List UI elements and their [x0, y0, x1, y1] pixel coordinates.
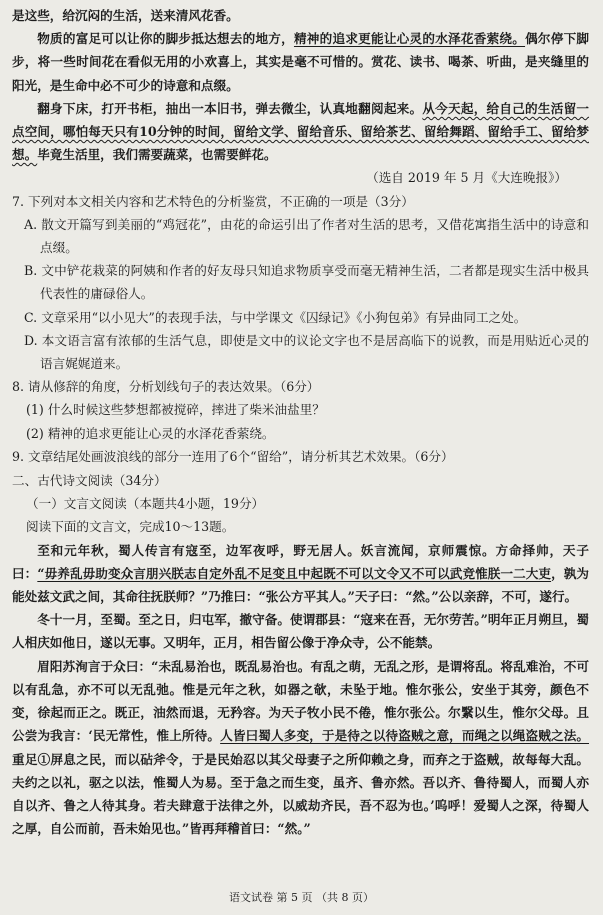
classical-text: 至和元年秋，蜀人传言有寇至，边军夜呼，野无居人。妖言流闻，京师震惊。方命择帅，天子曰： [12, 542, 589, 581]
question-7-option-c: C. 文章采用“以小见大”的表现手法，与中学课文《囚绿记》《小狗包弟》有异曲同工之处。 [24, 309, 527, 325]
passage-text: 偶尔停下脚步，将一些时间花在看似无用的小欢喜上，其实是毫不可惜的。赏花、读书、喝茶、听曲，是夹缝里的阳光，是生命中必不可少的诗意和点缀。 [12, 31, 590, 93]
question-8-sub-1: (1) 什么时候这些梦想都被搅碎，摔进了柴米油盐里？ [26, 402, 325, 418]
section-2-title: 二、古代诗文阅读（34分） [12, 473, 167, 489]
section-2-instruction: 阅读下面的文言文，完成10～13题。 [26, 519, 235, 535]
classical-text: 重足①屏息之民，而以砧斧令，于是民始忍以其父母妻子之所仰赖之身，而弃之于盗贼，故每每大乱。夫约之以礼，驱之以法，惟蜀人为易。至于急之而生变，虽齐、鲁亦然。吾以齐、鲁待蜀人，而蜀人亦自以齐、鲁之人待其身。若夫肆意于法律之外，以威劫齐民，吾不忍为也。’呜呼！爱蜀人之深，待蜀人之厚，自公而前，吾未始见也。”皆再拜稽首曰：“然。” [12, 751, 589, 837]
passage-paragraph-1 [12, 27, 589, 97]
section-2-subtitle: （一）文言文阅读（本题共4小题，19分） [26, 496, 265, 512]
question-7-stem: 7. 下列对本文相关内容和艺术特色的分析鉴赏，不正确的一项是（3分） [12, 193, 414, 209]
classical-underlined-sentence: “毋养乱毋助变众言朋兴朕志自定外乱不足变且中起既不可以文令又不可以武竞惟朕一二大吏 [37, 565, 552, 581]
question-8-stem: 8. 请从修辞的角度，分析划线句子的表达效果。（6分） [12, 379, 320, 395]
question-7-option-a: A. 散文开篇写到美丽的“鸡冠花”，由花的命运引出了作者对生活的思考，又借花寓指生活中的诗意和点缀。 [24, 216, 589, 256]
passage-paragraph-2 [12, 97, 589, 167]
passage-line-0: 是这些，给沉闷的生活，送来清风花香。 [12, 8, 239, 23]
passage-text: 翻身下床，打开书柜，抽出一本旧书，弹去微尘，认真地翻阅起来。 [37, 100, 423, 116]
question-8-sub-2: (2) 精神的追求更能让心灵的水泽花香萦绕。 [26, 425, 275, 441]
page-footer: 语文试卷 第 5 页 （共 8 页） [229, 891, 374, 904]
classical-paragraph-3 [12, 655, 589, 841]
classical-text: ，孰为能处兹文武之间，其命往抚朕师？”乃推曰：“张公方平其人。”天子曰：“然。”公以亲辞，不可，遂行。 [12, 565, 590, 605]
passage-text: 毕竟生活里，我们需要蔬菜，也需要鲜花。 [37, 147, 277, 163]
passage-source: （选自 2019 年 5 月《大连晚报》） [366, 170, 567, 186]
question-7-option-b: B. 文中铲花栽菜的阿姨和作者的好友母只知追求物质享受而毫无精神生活，二者都是现实生活中极具代表性的庸碌俗人。 [24, 263, 589, 302]
question-9-stem: 9. 文章结尾处画波浪线的部分一连用了6个“留给”，请分析其艺术效果。（6分） [12, 448, 454, 464]
classical-text: 眉阳苏洵言于众曰：“未乱易治也，既乱易治也。有乱之萌，无乱之形，是谓将乱。将乱难治，不可以有乱急，亦不可以无乱弛。惟是元年之秋，如器之欹，未坠于地。惟尔张公，安坐于其旁，颜色不变，徐起而正之。既正，油然而退，无矜容。为天子牧小民不倦，惟尔张公。尔繄以生，惟尔父母。且公尝为我言：‘民无常性，惟上所待。 [12, 658, 589, 744]
passage-text: 物质的富足可以让你的脚步抵达想去的地方， [37, 31, 294, 47]
classical-underlined-sentence: 人皆曰蜀人多变，于是待之以待盗贼之意，而绳之以绳盗贼之法。 [220, 728, 590, 744]
classical-paragraph-2: 冬十一月，至蜀。至之日，归屯军，撤守备。使谓郡县：“寇来在吾，无尔劳苦。”明年正月朔旦，蜀人相庆如他日，遂以无事。又明年，正月，相告留公像于净众寺，公不能禁。 [12, 612, 589, 651]
wavy-underlined-sentence: 从今天起，给自己的生活留一点空间，哪怕每天只有10分钟的时间，留给文学、留给音乐、留给茶艺、留给舞蹈、留给手工、留给梦想。 [12, 100, 590, 163]
classical-paragraph-1 [12, 539, 589, 609]
question-7-option-d: D. 本文语言富有浓郁的生活气息，即使是文中的议论文字也不是居高临下的说教，而是用贴近心灵的语言娓娓道来。 [24, 332, 589, 372]
underlined-sentence: 精神的追求更能让心灵的水泽花香萦绕。 [293, 31, 526, 47]
